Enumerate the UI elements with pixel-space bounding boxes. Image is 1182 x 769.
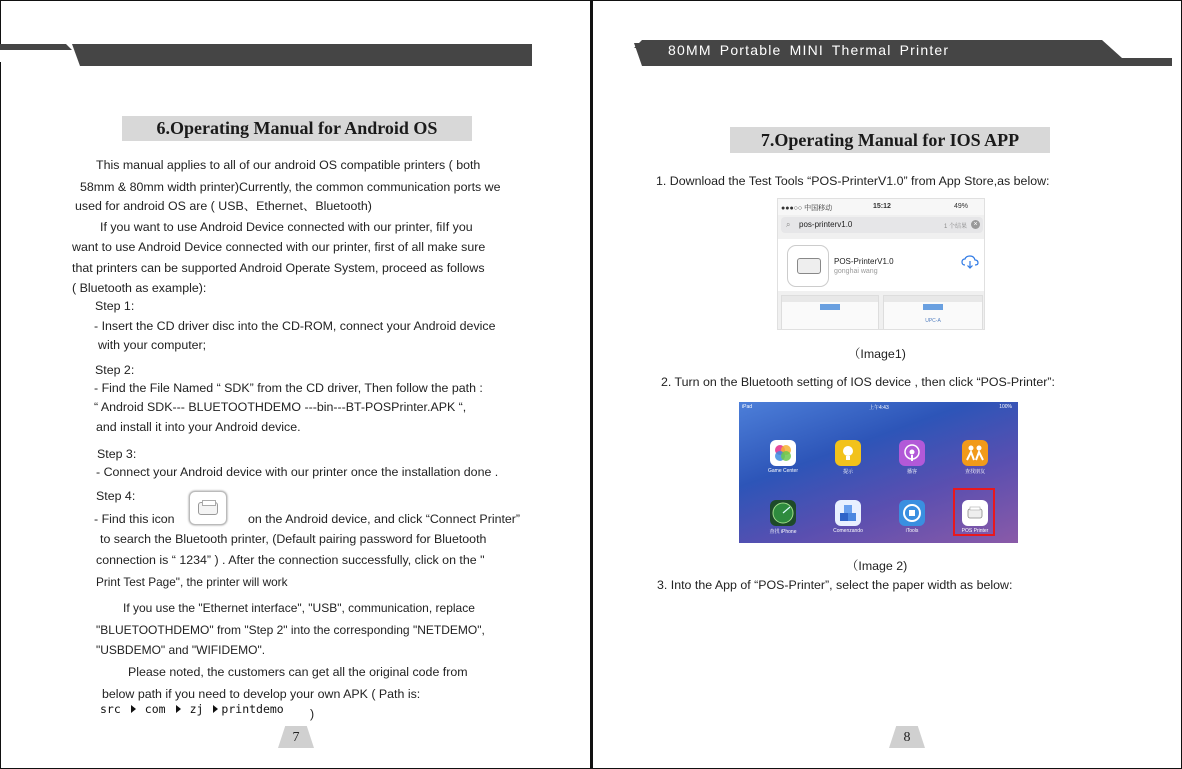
- note-line: Please noted, the customers can get all the original code from: [128, 665, 468, 679]
- step1-line: - Insert the CD driver disc into the CD-ROM, connect your Android device: [94, 319, 496, 333]
- tips-icon[interactable]: [835, 440, 861, 466]
- thumb-label: UPC-A: [925, 318, 941, 324]
- comenzando-icon[interactable]: [835, 500, 861, 526]
- intro-line: 58mm & 80mm width printer)Currently, the common communication ports we: [80, 180, 501, 194]
- device-name: iPad: [742, 404, 753, 410]
- intro-line: want to use Android Device connected with our printer, first of all make sure: [72, 240, 486, 254]
- intro-line: used for android OS are ( USB、Ethernet、Bluetooth): [75, 199, 372, 213]
- status-time: 上午4:43: [869, 405, 889, 411]
- clear-icon[interactable]: ×: [971, 220, 980, 229]
- step4-line: connection is “ 1234” ) . After the connection successfully, click on the ": [96, 553, 485, 567]
- step1-line: with your computer;: [98, 338, 207, 352]
- caption-2: （Image 2): [846, 559, 908, 573]
- step4-find-text: - Find this icon: [94, 512, 175, 526]
- step4-label: Step 4:: [96, 489, 136, 503]
- step2-line: - Find the File Named “ SDK” from the CD driver, Then follow the path :: [94, 381, 483, 395]
- path-close: ): [310, 707, 315, 721]
- path-part: src: [100, 702, 121, 716]
- app-result-card[interactable]: [778, 239, 984, 291]
- find-friends-icon[interactable]: [962, 440, 988, 466]
- chevron-right-icon: [213, 705, 218, 713]
- path-part: zj: [189, 702, 204, 716]
- step3-line: - Connect your Android device with our printer once the installation done .: [96, 465, 499, 479]
- screenshot-thumbs: [778, 295, 984, 330]
- game-center-icon[interactable]: [770, 440, 796, 466]
- search-icon: ⌕: [786, 220, 791, 229]
- app-label: 播客: [906, 469, 917, 475]
- carrier-text: ●●●○○ 中国移动: [781, 205, 833, 212]
- app-label: iTools: [905, 528, 919, 534]
- pos-printer-highlight: [953, 488, 995, 536]
- step4-line: Print Test Page", the printer will work: [96, 575, 288, 589]
- step4-after-text: on the Android device, and click “Connect Printer”: [248, 512, 521, 526]
- intro-line: If you want to use Android Device connected with our printer, fiIf you: [100, 220, 473, 234]
- step2-line: “ Android SDK--- BLUETOOTHDEMO ---bin---BT-POSPrinter.APK “,: [94, 400, 467, 414]
- battery-text: 49%: [954, 203, 969, 210]
- page-number-left: 7: [278, 726, 314, 748]
- find-iphone-icon[interactable]: [770, 500, 796, 526]
- pos-printer-app-icon: [189, 491, 227, 525]
- step2-label: Step 2:: [95, 363, 135, 377]
- page-number-right: 8: [889, 726, 925, 748]
- chevron-right-icon: [176, 705, 181, 713]
- instruction-3: 3. Into the App of “POS-Printer”, select the paper width as below:: [657, 578, 1013, 592]
- path-part: com: [144, 702, 166, 716]
- cloud-download-icon[interactable]: [961, 255, 979, 269]
- product-title: 80MM Portable MINI Thermal Printer: [668, 42, 950, 58]
- status-bar: [739, 404, 1018, 412]
- app-store-screenshot: [777, 198, 985, 330]
- ethernet-line: "USBDEMO" and "WIFIDEMO".: [96, 643, 266, 657]
- step4-line: to search the Bluetooth printer, (Default pairing password for Bluetooth: [100, 532, 487, 546]
- app-label: Game Center: [767, 468, 798, 474]
- status-bar: [778, 199, 984, 215]
- pos-printer-app-icon: [787, 245, 829, 287]
- caption-1: （Image1): [848, 347, 906, 361]
- app-label: 查找 iPhone: [769, 529, 797, 535]
- step3-label: Step 3:: [97, 447, 137, 461]
- left-header-banner: [0, 44, 532, 66]
- search-bar[interactable]: [781, 217, 983, 233]
- podcasts-icon[interactable]: [899, 440, 925, 466]
- printer-icon: [198, 502, 218, 515]
- note-line: below path if you need to develop your own APK ( Path is:: [102, 687, 421, 701]
- result-count: 1 个结果: [943, 224, 967, 230]
- battery-text: 100%: [999, 404, 1012, 410]
- source-path: [100, 702, 284, 716]
- thumb: [883, 295, 983, 330]
- ethernet-line: If you use the "Ethernet interface", "USB", communication, replace: [123, 601, 475, 615]
- intro-line: ( Bluetooth as example):: [72, 281, 207, 295]
- ethernet-line: "BLUETOOTHDEMO" from "Step 2" into the corresponding "NETDEMO",: [96, 623, 485, 637]
- ios-section-title: 7.Operating Manual for IOS APP: [730, 127, 1050, 153]
- app-developer: gonghai wang: [834, 268, 878, 275]
- app-label: POS Printer: [961, 528, 989, 534]
- page-divider: [590, 0, 593, 769]
- chevron-right-icon: [131, 705, 136, 713]
- status-time: 15:12: [873, 203, 891, 210]
- app-label: 提示: [842, 469, 853, 475]
- path-part: printdemo: [221, 702, 284, 716]
- app-label: 查找朋友: [964, 469, 985, 475]
- instruction-1: 1. Download the Test Tools “POS-PrinterV1.0” from App Store,as below:: [656, 174, 1050, 188]
- instruction-2: 2. Turn on the Bluetooth setting of IOS device , then click “POS-Printer”:: [661, 375, 1055, 389]
- app-label: Comenzando: [833, 528, 863, 534]
- search-query: pos-printerv1.0: [799, 220, 853, 229]
- intro-line: This manual applies to all of our android OS compatible printers ( both: [96, 158, 481, 172]
- intro-line: that printers can be supported Android Operate System, proceed as follows: [72, 261, 485, 275]
- step1-label: Step 1:: [95, 299, 135, 313]
- itools-icon[interactable]: [899, 500, 925, 526]
- thumb: [781, 295, 879, 330]
- step2-line: and install it into your Android device.: [96, 420, 301, 434]
- app-name: POS-PrinterV1.0: [834, 257, 894, 266]
- android-section-title: 6.Operating Manual for Android OS: [122, 116, 472, 141]
